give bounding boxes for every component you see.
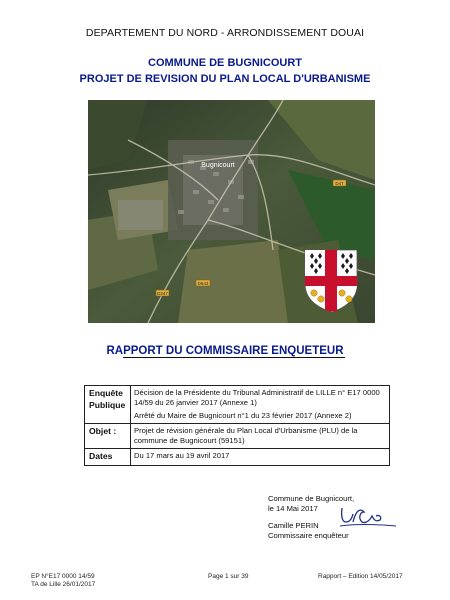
table-label-enquete: Enquête Publique: [85, 386, 131, 424]
commune-title: COMMUNE DE BUGNICOURT: [148, 57, 302, 69]
footer-page-number: Page 1 sur 39: [208, 573, 249, 580]
department-header: DEPARTEMENT DU NORD - ARRONDISSEMENT DOUAI: [85, 27, 365, 39]
aerial-map-drawing: [88, 100, 375, 323]
table-row: [85, 386, 390, 424]
signature-date: le 14 Mai 2017: [268, 504, 318, 513]
footer-ref-1: EP N°E17 0000 14/59: [31, 573, 95, 580]
enquete-arrete: Arrêté du Maire de Bugnicourt n°1 du 23 février 2017 (Annexe 2): [134, 410, 352, 420]
project-title: PROJET DE REVISION DU PLAN LOCAL D'URBANISME: [79, 73, 371, 85]
table-label-dates: Dates: [85, 449, 131, 466]
road-label-d643: D643: [197, 281, 209, 286]
report-title-underline: [123, 357, 345, 358]
signature-name: Camille PERIN: [268, 521, 319, 530]
signature-place: Commune de Bugnicourt,: [268, 494, 355, 503]
handwritten-signature-icon: [338, 500, 398, 530]
place-label: Bugnicourt: [201, 162, 235, 169]
table-label-objet: Objet :: [85, 423, 131, 449]
table-value-enquete: [131, 386, 390, 424]
table-row: [85, 449, 390, 466]
table-value-objet: Projet de révision générale du Plan Local d'Urbanisme (PLU) de la commune de Bugnicourt (59151): [131, 423, 390, 449]
enquete-decision: Décision de la Présidente du Tribunal Administratif de LILLE n° E17 0000 14/59 du 26 janvier 2017 (Annexe 1): [134, 388, 380, 408]
table-value-dates: Du 17 mars au 19 avril 2017: [131, 449, 390, 466]
footer-edition: Rapport – Edition 14/05/2017: [318, 573, 403, 580]
signature-role: Commissaire enquêteur: [268, 531, 349, 540]
footer-ref-2: TA de Lille 26/01/2017: [31, 581, 96, 588]
table-row: [85, 423, 390, 449]
report-title: RAPPORT DU COMMISSAIRE ENQUETEUR: [106, 345, 344, 357]
road-label-d247: D247: [157, 291, 168, 296]
aerial-map-photo: [88, 100, 375, 323]
road-label-d47: D47: [335, 181, 344, 186]
info-table: [84, 385, 390, 466]
